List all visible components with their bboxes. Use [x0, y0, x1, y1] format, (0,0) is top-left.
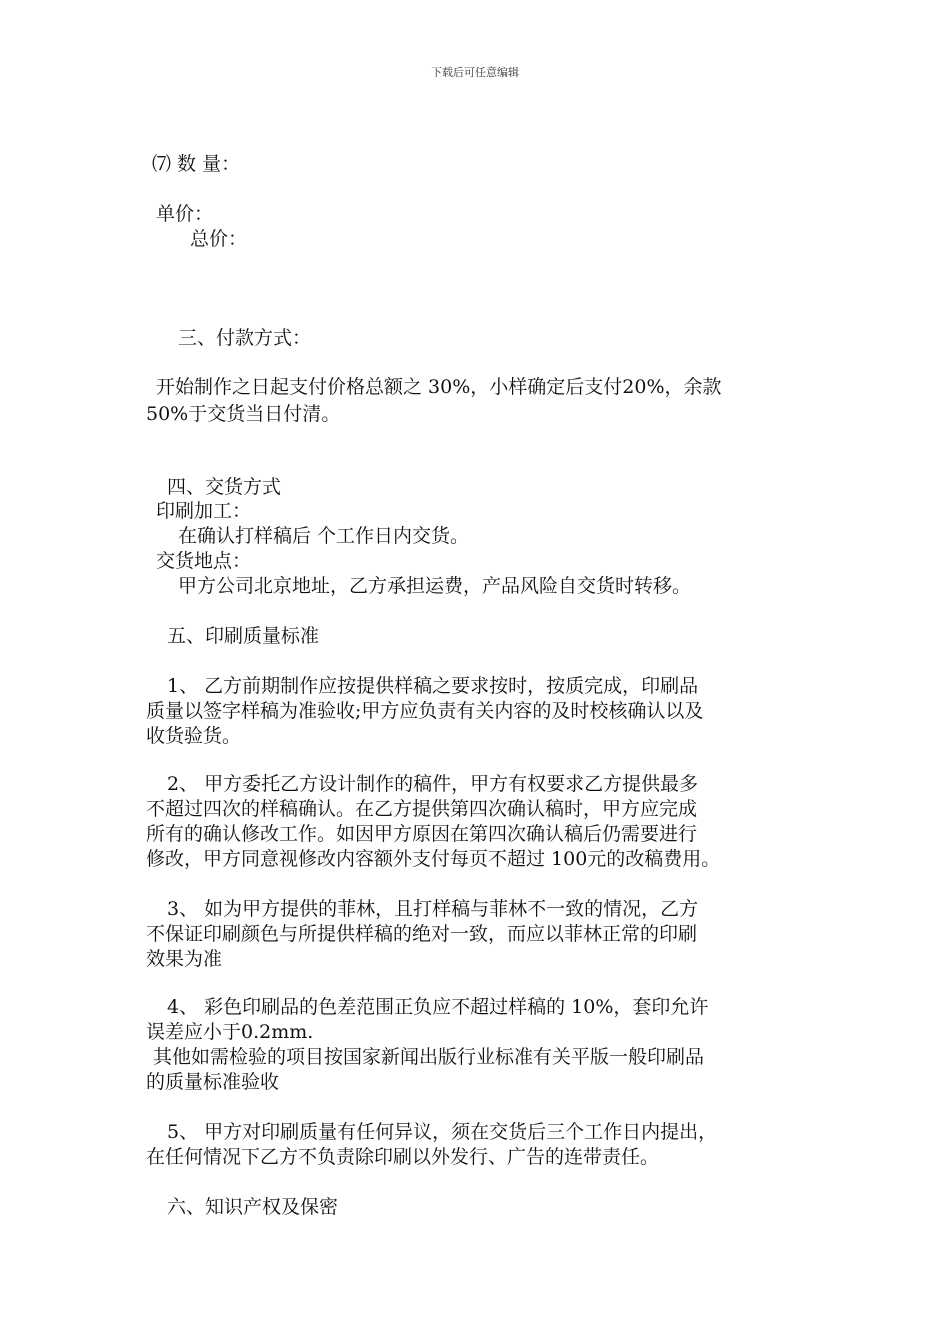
item-1-line-2: 质量以签字样稿为准验收;甲方应负责有关内容的及时校核确认以及	[146, 700, 704, 722]
item-3-line-1: 3、 如为甲方提供的菲林，且打样稿与菲林不一致的情况，乙方	[167, 898, 699, 920]
section-3-title: 三、付款方式：	[178, 327, 312, 349]
item-1-line-3: 收货验货。	[146, 725, 242, 747]
page-header: 下载后可任意编辑	[431, 66, 519, 79]
section-3-line-1: 开始制作之日起支付价格总额之 30%，小样确定后支付20%，余款	[156, 376, 722, 398]
item-2-line-2: 不超过四次的样稿确认。在乙方提供第四次确认稿时，甲方应完成	[146, 798, 698, 820]
item-1-line-1: 1、 乙方前期制作应按提供样稿之要求按时，按质完成，印刷品	[167, 675, 699, 697]
print-processing-label: 印刷加工：	[156, 500, 252, 522]
section-5-title: 五、印刷质量标准	[167, 625, 320, 647]
section-4-title: 四、交货方式	[167, 476, 282, 498]
quantity-label: ⑺ 数 量：	[152, 153, 241, 175]
item-3-line-2: 不保证印刷颜色与所提供样稿的绝对一致，而应以菲林正常的印刷	[146, 923, 698, 945]
item-2-line-4: 修改，甲方同意视修改内容额外支付每页不超过 100元的改稿费用。	[146, 848, 721, 870]
item-4-line-4: 的质量标准验收	[146, 1071, 280, 1093]
item-2-line-1: 2、 甲方委托乙方设计制作的稿件，甲方有权要求乙方提供最多	[167, 773, 699, 795]
total-price-label: 总价：	[190, 228, 248, 250]
section-3-line-2: 50%于交货当日付清。	[146, 403, 341, 425]
section-6-title: 六、知识产权及保密	[167, 1196, 339, 1218]
print-processing-text: 在确认打样稿后 个工作日内交货。	[178, 525, 470, 547]
delivery-place-text: 甲方公司北京地址，乙方承担运费，产品风险自交货时转移。	[178, 575, 692, 597]
item-5-line-2: 在任何情况下乙方不负责除印刷以外发行、广告的连带责任。	[146, 1146, 660, 1168]
unit-price-label: 单价：	[156, 203, 214, 225]
delivery-place-label: 交货地点：	[156, 550, 252, 572]
item-2-line-3: 所有的确认修改工作。如因甲方原因在第四次确认稿后仍需要进行	[146, 823, 698, 845]
item-5-line-1: 5、 甲方对印刷质量有任何异议，须在交货后三个工作日内提出，	[167, 1121, 718, 1143]
item-4-line-2: 误差应小于0.2mm.	[146, 1021, 314, 1043]
item-3-line-3: 效果为准	[146, 948, 223, 970]
item-4-line-1: 4、 彩色印刷品的色差范围正负应不超过样稿的 10%，套印允许	[167, 996, 709, 1018]
item-4-line-3: 其他如需检验的项目按国家新闻出版行业标准有关平版一般印刷品	[153, 1046, 705, 1068]
